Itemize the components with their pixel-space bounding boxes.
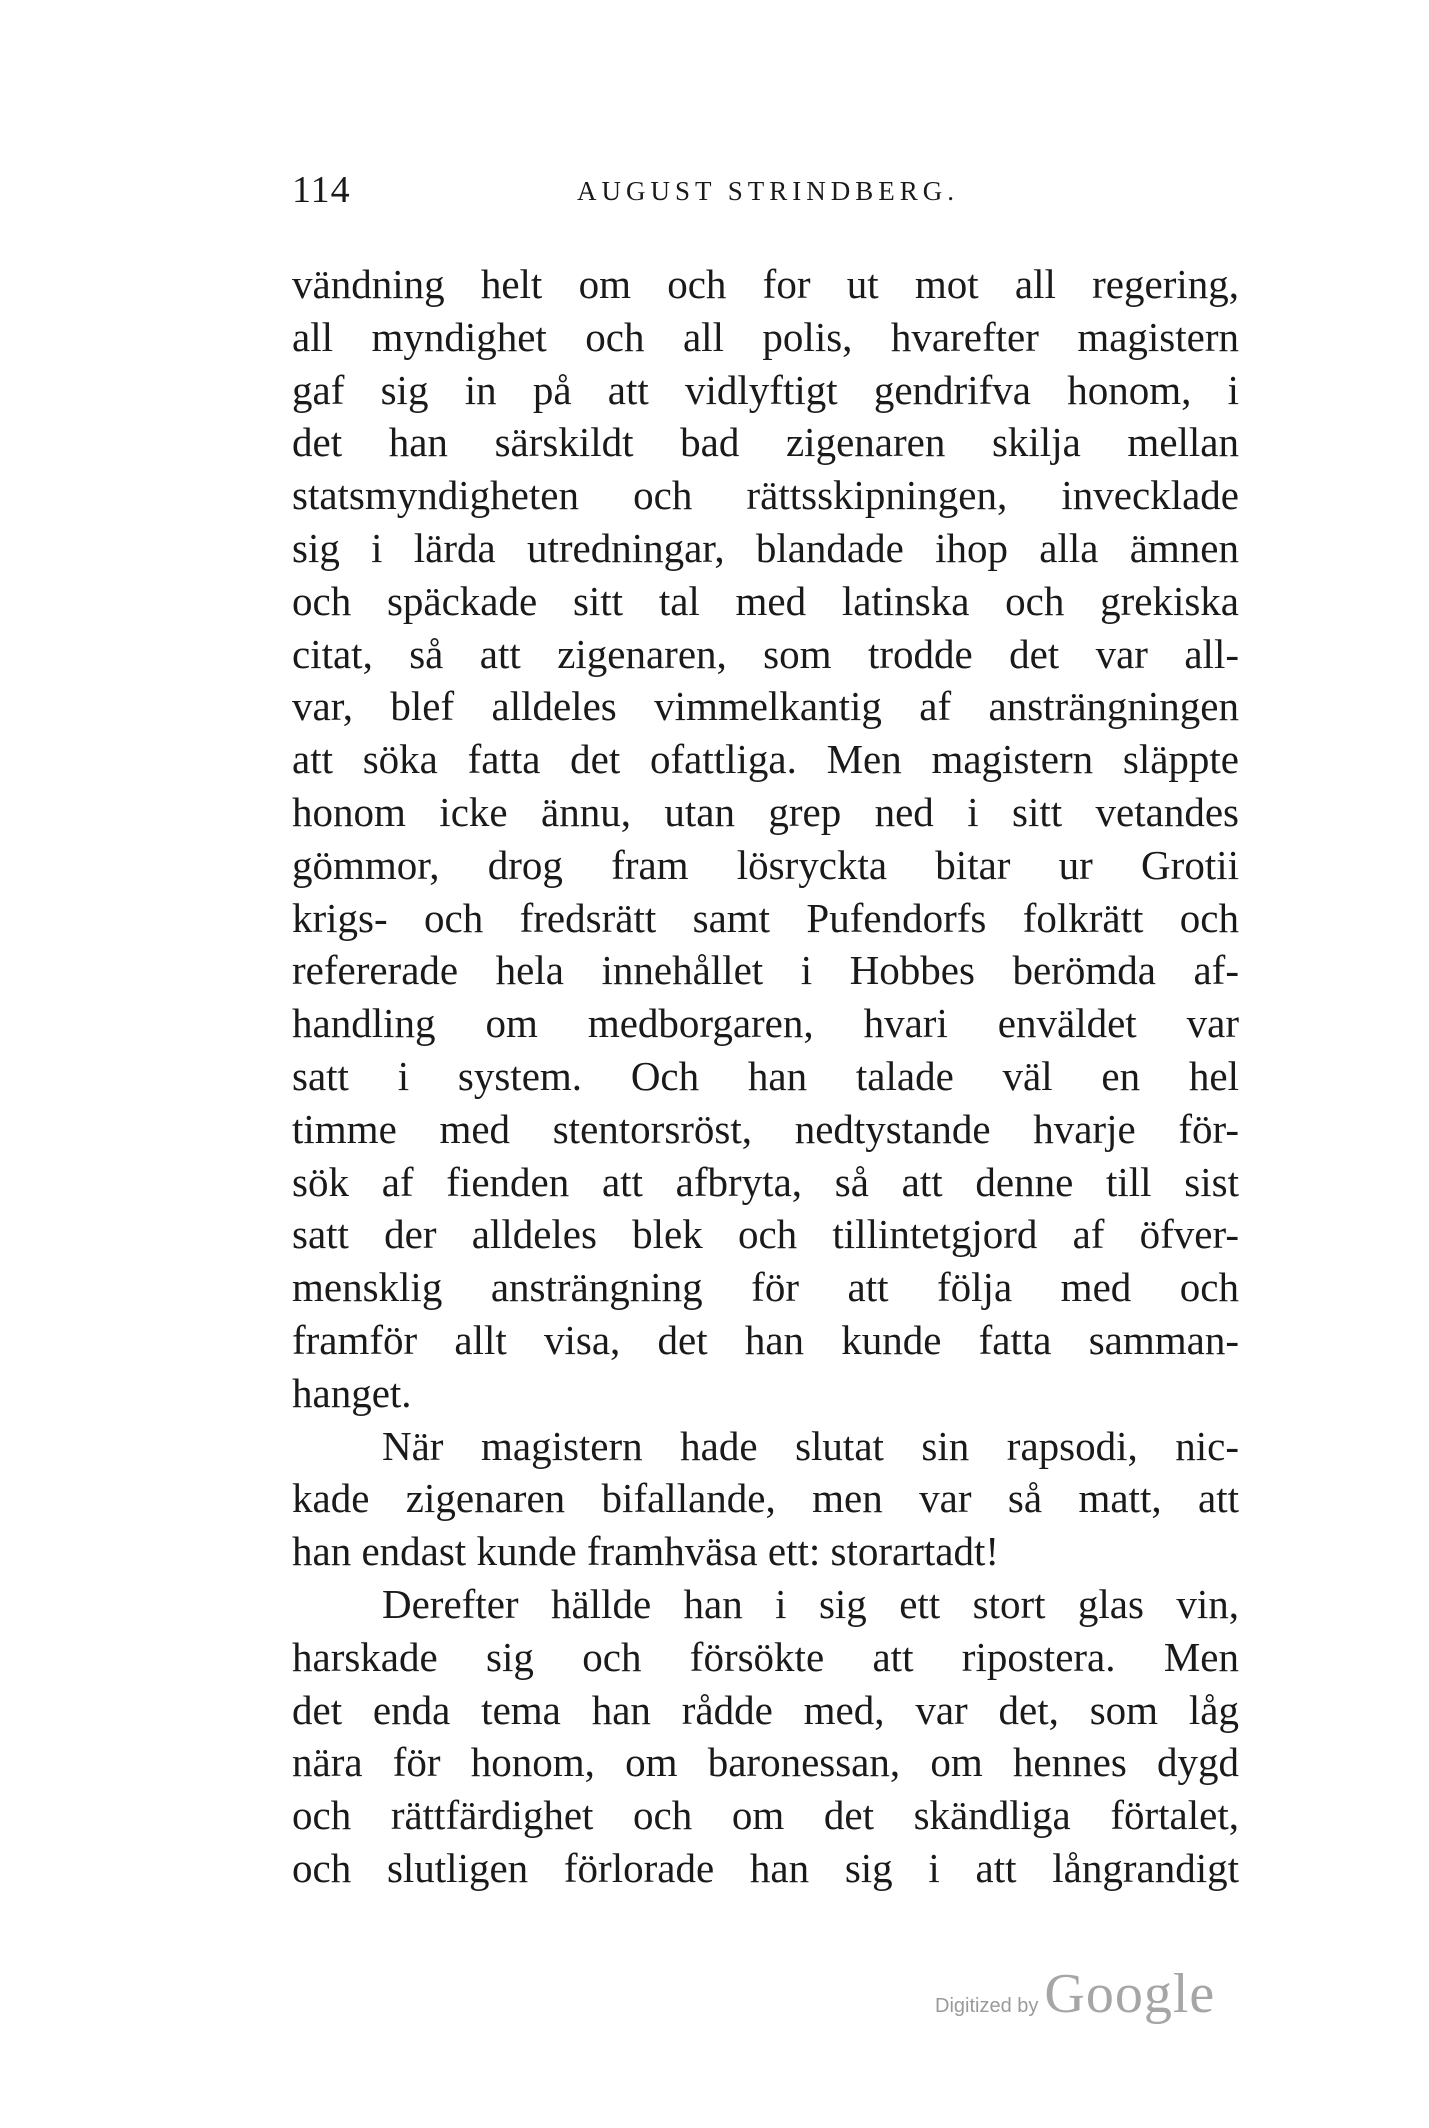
running-head — [292, 168, 1239, 218]
text-line: framför allt visa, det han kunde fatta samman- — [292, 1316, 1239, 1363]
text-line: nära för honom, om baronessan, om hennes dygd — [292, 1739, 1239, 1786]
text-line: gömmor, drog fram lösryckta bitar ur Grotii — [292, 841, 1239, 888]
text-line: kade zigenaren bifallande, men var så matt, att — [292, 1475, 1239, 1522]
text-line: att söka fatta det ofattliga. Men magistern släppte — [292, 736, 1239, 783]
text-line: satt der alldeles blek och tillintetgjord af öfver- — [292, 1211, 1239, 1258]
google-logo: Google — [1044, 1963, 1216, 2025]
text-line: och slutligen förlorade han sig i att långrandigt — [292, 1844, 1239, 1891]
text-line: var, blef alldeles vimmelkantig af ansträngningen — [292, 683, 1239, 730]
text-line: citat, så att zigenaren, som trodde det var all- — [292, 630, 1239, 677]
text-line: statsmyndigheten och rättsskipningen, invecklade — [292, 472, 1239, 519]
paragraph-start-line: Derefter hällde han i sig ett stort glas vin, — [382, 1580, 1239, 1627]
text-line: och späckade sitt tal med latinska och grekiska — [292, 577, 1239, 624]
text-line: hanget. — [292, 1369, 412, 1416]
text-line: sök af fienden att afbryta, så att denne till sist — [292, 1158, 1239, 1205]
text-line: gaf sig in på att vidlyftigt gendrifva honom, i — [292, 366, 1239, 413]
text-line: och rättfärdighet och om det skändliga förtalet, — [292, 1792, 1239, 1839]
text-line: timme med stentorsröst, nedtystande hvarje för- — [292, 1105, 1239, 1152]
text-line: harskade sig och försökte att ripostera. Men — [292, 1633, 1239, 1680]
digitization-watermark — [935, 1962, 1215, 2032]
running-title: AUGUST STRINDBERG. — [577, 176, 960, 206]
page-number: 114 — [292, 169, 351, 211]
text-line: refererade hela innehållet i Hobbes berömda af- — [292, 947, 1239, 994]
body-text — [292, 258, 1239, 1895]
text-line: satt i system. Och han talade väl en hel — [292, 1052, 1239, 1099]
text-line: handling om medborgaren, hvari enväldet var — [292, 1000, 1239, 1047]
text-line: det enda tema han rådde med, var det, som låg — [292, 1686, 1239, 1733]
text-line: krigs- och fredsrätt samt Pufendorfs folkrätt och — [292, 894, 1239, 941]
text-line: honom icke ännu, utan grep ned i sitt vetandes — [292, 788, 1239, 835]
text-line: han endast kunde framhväsa ett: storartadt! — [292, 1528, 999, 1575]
text-line: sig i lärda utredningar, blandade ihop alla ämnen — [292, 524, 1239, 571]
watermark-prefix: Digitized by — [935, 1995, 1039, 2017]
text-line: all myndighet och all polis, hvarefter magistern — [292, 313, 1239, 360]
text-line: vändning helt om och for ut mot all regering, — [292, 261, 1239, 307]
text-line: det han särskildt bad zigenaren skilja mellan — [292, 419, 1239, 466]
paragraph-start-line: När magistern hade slutat sin rapsodi, nic- — [382, 1422, 1239, 1469]
text-line: mensklig ansträngning för att följa med och — [292, 1264, 1239, 1311]
